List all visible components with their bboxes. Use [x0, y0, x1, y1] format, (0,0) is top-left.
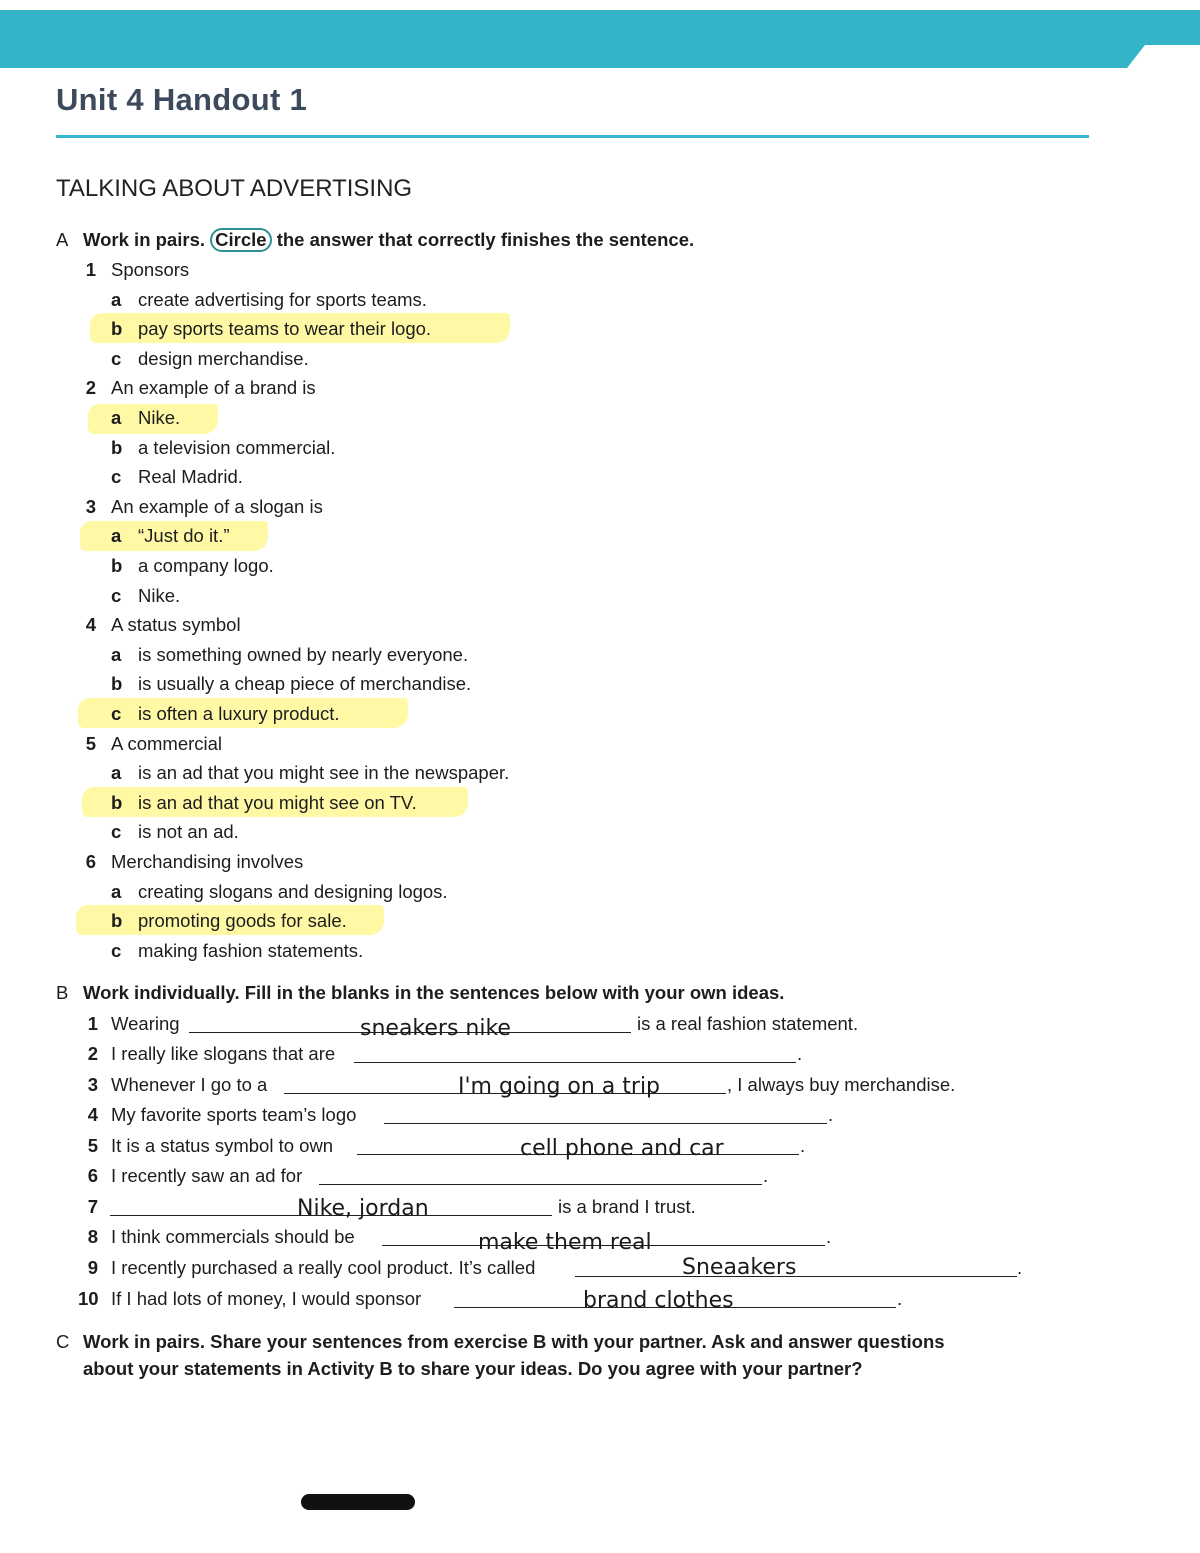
part-c-instruction-line1: Work in pairs. Share your sentences from exercise B with your partner. Ask and answer questions: [83, 1331, 945, 1352]
sentence-start: Wearing: [111, 1013, 180, 1034]
answer-option[interactable]: [0, 702, 900, 726]
sentence-start: If I had lots of money, I would sponsor: [111, 1288, 422, 1309]
sentence-end: .: [828, 1104, 834, 1125]
answer-blank[interactable]: [319, 1184, 762, 1185]
sentence-start: Whenever I go to a: [111, 1074, 268, 1095]
sentence-end: .: [797, 1043, 803, 1064]
question-text: Sponsors: [111, 259, 190, 280]
option-text: promoting goods for sale.: [138, 910, 347, 931]
sentence-end: is a brand I trust.: [558, 1196, 696, 1217]
part-letter: C: [56, 1331, 70, 1352]
answer-option[interactable]: [0, 820, 900, 844]
option-text: is an ad that you might see on TV.: [138, 792, 417, 813]
option-text: Nike.: [138, 585, 181, 606]
sentence-start: My favorite sports team’s logo: [111, 1104, 357, 1125]
question-text: A commercial: [111, 733, 223, 754]
option-letter: b: [111, 792, 123, 813]
answer-option[interactable]: [0, 643, 900, 667]
option-letter: c: [111, 466, 122, 487]
option-text: is not an ad.: [138, 821, 239, 842]
answer-option[interactable]: [0, 524, 900, 548]
part-a-instruction-line: [0, 228, 1100, 252]
part-c-instruction-line: [0, 1357, 1100, 1381]
question-number: 4: [85, 614, 96, 635]
option-letter: b: [111, 318, 123, 339]
handwritten-answer: make them real: [478, 1230, 652, 1255]
question-number: 6: [85, 851, 96, 872]
option-text: is an ad that you might see in the newspaper.: [138, 762, 510, 783]
option-letter: b: [111, 437, 123, 458]
item-number: 2: [87, 1043, 98, 1064]
option-letter: c: [111, 703, 122, 724]
option-text: pay sports teams to wear their logo.: [138, 318, 432, 339]
instruction-text: the answer that correctly finishes the sentence.: [276, 229, 695, 250]
question-text: Merchandising involves: [111, 851, 304, 872]
sentence-start: It is a status symbol to own: [111, 1135, 334, 1156]
answer-blank[interactable]: [384, 1123, 827, 1124]
sentence-end: .: [800, 1135, 806, 1156]
option-text: “Just do it.”: [138, 525, 230, 546]
answer-option[interactable]: [0, 939, 900, 963]
answer-option[interactable]: [0, 406, 900, 430]
part-c-instruction-line2: about your statements in Activity B to share your ideas. Do you agree with your partner?: [83, 1358, 863, 1379]
handwritten-answer: sneakers nike: [360, 1016, 511, 1041]
answer-option[interactable]: [0, 880, 900, 904]
answer-option[interactable]: [0, 436, 900, 460]
option-text: Real Madrid.: [138, 466, 243, 487]
header-banner: [0, 10, 1200, 68]
item-number: 9: [87, 1257, 98, 1278]
option-text: is something owned by nearly everyone.: [138, 644, 469, 665]
sentence-start: I think commercials should be: [111, 1226, 355, 1247]
option-letter: c: [111, 348, 122, 369]
item-number: 1: [87, 1013, 98, 1034]
option-letter: c: [111, 940, 122, 961]
question-row: [0, 732, 900, 756]
item-number: 7: [87, 1196, 98, 1217]
redaction-bar: [301, 1494, 415, 1510]
answer-option[interactable]: [0, 347, 900, 371]
sentence-start: I recently purchased a really cool product. It’s called: [111, 1257, 536, 1278]
option-letter: a: [111, 881, 122, 902]
item-number: 4: [87, 1104, 98, 1125]
item-number: 5: [87, 1135, 98, 1156]
question-row: [0, 376, 900, 400]
option-text: Nike.: [138, 407, 181, 428]
question-text: An example of a slogan is: [111, 496, 323, 517]
option-letter: b: [111, 555, 123, 576]
option-letter: a: [111, 289, 122, 310]
sentence-end: .: [763, 1165, 769, 1186]
option-letter: a: [111, 525, 122, 546]
option-text: making fashion statements.: [138, 940, 364, 961]
answer-option[interactable]: [0, 909, 900, 933]
question-number: 5: [85, 733, 96, 754]
option-text: create advertising for sports teams.: [138, 289, 427, 310]
item-number: 8: [87, 1226, 98, 1247]
answer-option[interactable]: [0, 761, 900, 785]
question-number: 3: [85, 496, 96, 517]
option-text: is often a luxury product.: [138, 703, 340, 724]
answer-option[interactable]: [0, 584, 900, 608]
option-text: creating slogans and designing logos.: [138, 881, 448, 902]
title-divider: [56, 135, 1089, 138]
question-row: [0, 850, 900, 874]
question-text: An example of a brand is: [111, 377, 316, 398]
handwritten-answer: I'm going on a trip: [458, 1074, 661, 1099]
part-letter: B: [56, 982, 69, 1003]
item-number: 6: [87, 1165, 98, 1186]
answer-option[interactable]: [0, 317, 900, 341]
option-text: is usually a cheap piece of merchandise.: [138, 673, 472, 694]
question-text: A status symbol: [111, 614, 241, 635]
question-row: [0, 613, 900, 637]
question-number: 1: [85, 259, 96, 280]
sentence-end: , I always buy merchandise.: [727, 1074, 956, 1095]
item-number: 3: [87, 1074, 98, 1095]
question-row: [0, 258, 900, 282]
option-letter: a: [111, 407, 122, 428]
option-text: design merchandise.: [138, 348, 309, 369]
handwritten-answer: Nike, jordan: [297, 1196, 429, 1221]
part-letter: A: [56, 229, 69, 250]
answer-option[interactable]: [0, 554, 900, 578]
instruction-text: Work in pairs.: [83, 229, 205, 250]
sentence-end: .: [897, 1288, 903, 1309]
part-a-instruction: [83, 228, 694, 252]
option-letter: b: [111, 910, 123, 931]
circle-word: Circle: [210, 228, 271, 252]
option-letter: c: [111, 585, 122, 606]
option-letter: c: [111, 821, 122, 842]
sentence-start: I really like slogans that are: [111, 1043, 336, 1064]
answer-blank[interactable]: [354, 1062, 796, 1063]
sentence-end: is a real fashion statement.: [637, 1013, 859, 1034]
section-heading: TALKING ABOUT ADVERTISING: [56, 175, 413, 202]
option-text: a television commercial.: [138, 437, 336, 458]
answer-option[interactable]: [0, 672, 900, 696]
answer-option[interactable]: [0, 465, 900, 489]
sentence-end: .: [826, 1226, 832, 1247]
answer-option[interactable]: [0, 288, 900, 312]
page-title: Unit 4 Handout 1: [56, 82, 308, 117]
part-b-instruction: Work individually. Fill in the blanks in the sentences below with your own ideas.: [83, 982, 785, 1003]
question-row: [0, 495, 900, 519]
handwritten-answer: Sneaakers: [682, 1255, 797, 1280]
question-number: 2: [85, 377, 96, 398]
part-c-instruction-line: [0, 1330, 1100, 1354]
sentence-start: I recently saw an ad for: [111, 1165, 303, 1186]
handwritten-answer: cell phone and car: [520, 1136, 724, 1161]
option-letter: a: [111, 644, 122, 665]
handwritten-answer: brand clothes: [583, 1288, 734, 1313]
option-letter: b: [111, 673, 123, 694]
answer-option[interactable]: [0, 791, 900, 815]
option-text: a company logo.: [138, 555, 274, 576]
sentence-end: .: [1017, 1257, 1023, 1278]
item-number: 10: [78, 1288, 99, 1309]
option-letter: a: [111, 762, 122, 783]
part-b-instruction-line: [0, 981, 1100, 1005]
